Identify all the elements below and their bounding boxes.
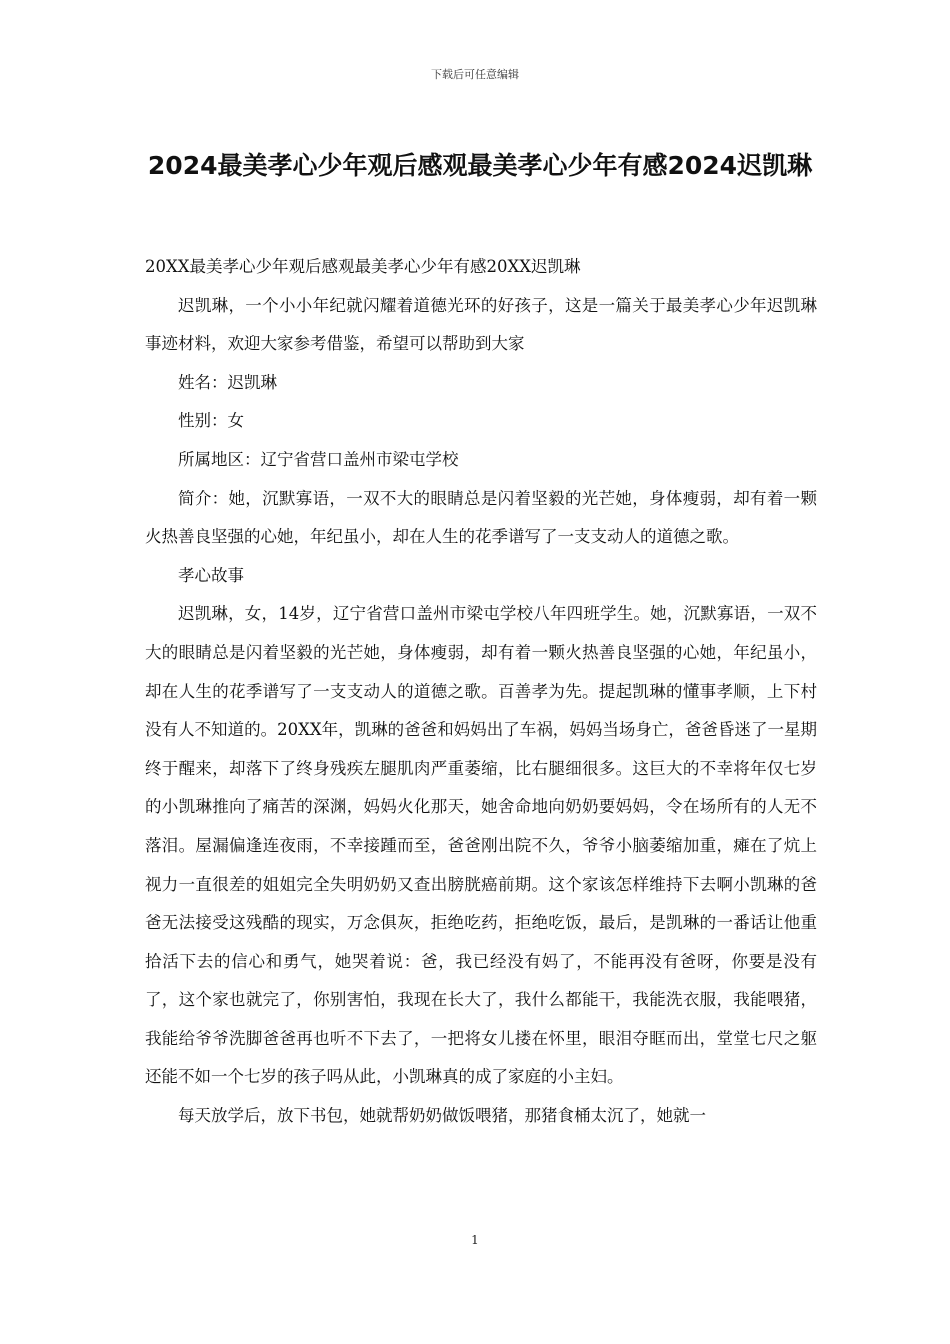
document-title: 2024最美孝心少年观后感观最美孝心少年有感2024迟凯琳 [147, 151, 813, 180]
paragraph: 姓名：迟凯琳 [178, 372, 277, 392]
document-body [145, 248, 817, 1136]
paragraph: 20XX最美孝心少年观后感观最美孝心少年有感20XX迟凯琳 [145, 257, 581, 276]
paragraph: 迟凯琳，一个小小年纪就闪耀着道德光环的好孩子，这是一篇关于最美孝心少年迟凯琳事迹材料，欢迎大家参考借鉴，希望可以帮助到大家 [145, 295, 817, 354]
page-number: 1 [471, 1233, 479, 1247]
paragraph: 所属地区：辽宁省营口盖州市梁屯学校 [178, 449, 459, 469]
paragraph: 性别：女 [178, 411, 244, 431]
paragraph: 孝心故事 [178, 565, 244, 585]
header-note: 下载后可任意编辑 [431, 68, 519, 81]
paragraph: 简介：她，沉默寡语，一双不大的眼睛总是闪着坚毅的光芒她，身体瘦弱，却有着一颗火热善良坚强的心她，年纪虽小，却在人生的花季谱写了一支支动人的道德之歌。 [145, 488, 817, 547]
paragraph: 每天放学后，放下书包，她就帮奶奶做饭喂猪，那猪食桶太沉了，她就一 [178, 1106, 706, 1126]
paragraph: 迟凯琳，女，14岁，辽宁省营口盖州市梁屯学校八年四班学生。她，沉默寡语，一双不大的眼睛总是闪着坚毅的光芒她，身体瘦弱，却有着一颗火热善良坚强的心她，年纪虽小，却在人生的花季谱写了一支支动人的道德之歌。百善孝为先。提起凯琳的懂事孝顺，上下村没有人不知道的。20XX年，凯琳的爸爸和妈妈出了车祸，妈妈当场身亡，爸爸昏迷了一星期终于醒来，却落下了终身残疾左腿肌肉严重萎缩，比右腿细很多。这巨大的不幸将年仅七岁的小凯琳推向了痛苦的深渊，妈妈火化那天，她舍命地向奶奶要妈妈，令在场所有的人无不落泪。屋漏偏逢连夜雨，不幸接踵而至，爸爸刚出院不久，爷爷小脑萎缩加重，瘫在了炕上视力一直很差的姐姐完全失明奶奶又查出膀胱癌前期。这个家该怎样维持下去啊小凯琳的爸爸无法接受这残酷的现实，万念俱灰，拒绝吃药，拒绝吃饭，最后，是凯琳的一番话让他重拾活下去的信心和勇气，她哭着说：爸，我已经没有妈了，不能再没有爸呀，你要是没有了，这个家也就完了，你别害怕，我现在长大了，我什么都能干，我能洗衣服，我能喂猪，我能给爷爷洗脚爸爸再也听不下去了，一把将女儿搂在怀里，眼泪夺眶而出，堂堂七尺之躯还能不如一个七岁的孩子吗从此，小凯琳真的成了家庭的小主妇。 [145, 604, 817, 1087]
